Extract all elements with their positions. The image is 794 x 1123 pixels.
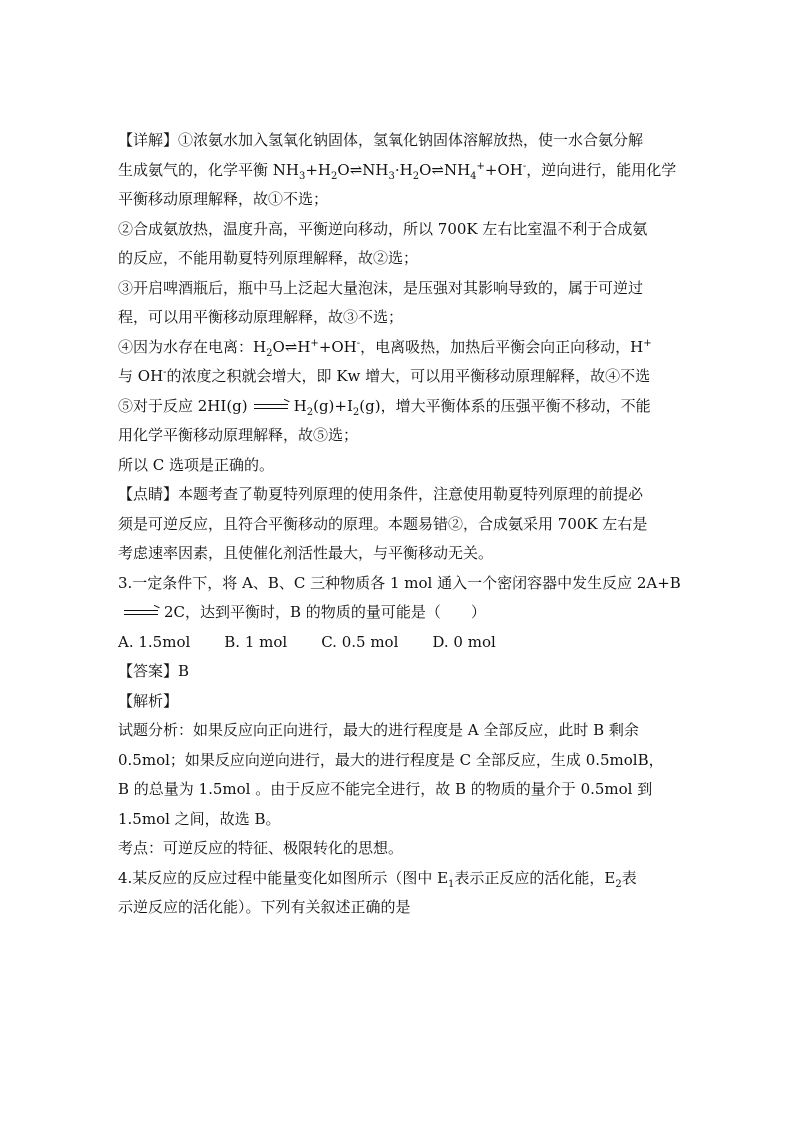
analysis-line-3 — [118, 775, 678, 805]
analysis-line-1 — [118, 716, 678, 746]
detail-line-3 — [118, 185, 678, 215]
text: 表 — [621, 868, 637, 887]
text: 考虑速率因素，且使催化剂活性最大，与平衡移动无关。 — [118, 544, 494, 562]
analysis-line-4 — [118, 805, 678, 835]
text: +OH — [318, 337, 357, 356]
text: 生成氨气的，化学平衡 NH — [118, 160, 299, 179]
text: 【点睛】本题考查了勒夏特列原理的使用条件，注意使用勒夏特列原理的前提必 — [118, 485, 644, 503]
text: (g)，增大平衡体系的压强平衡不移动，不能 — [359, 396, 651, 415]
superscript: - — [522, 160, 527, 172]
comment-line-3 — [118, 539, 678, 569]
text: +OH — [484, 160, 523, 179]
subscript: 4 — [470, 170, 477, 182]
text: 的反应，不能用勒夏特列原理解释，故②选； — [118, 249, 419, 267]
comment-line-1 — [118, 480, 678, 510]
detail-line-5 — [118, 244, 678, 274]
question-4-stem-2 — [118, 893, 678, 923]
text: 与 OH — [118, 367, 164, 385]
text: ·H — [394, 160, 413, 179]
analysis-line-5 — [118, 834, 678, 864]
text: 【答案】B — [118, 662, 190, 680]
text: 程，可以用平衡移动原理解释，故③不选； — [118, 308, 404, 326]
text: +H — [305, 160, 332, 179]
text: 须是可逆反应，且符合平衡移动的原理。本题易错②，合成氨采用 700K 左右是 — [118, 514, 648, 533]
text: 用化学平衡移动原理解释，故⑤选； — [118, 426, 359, 444]
subscript: 3 — [298, 170, 306, 182]
detail-line-6 — [118, 274, 678, 304]
subscript: 2 — [331, 170, 338, 182]
text: ④因为水存在电离：H — [118, 337, 267, 356]
text: 所以 C 选项是正确的。 — [118, 455, 275, 474]
text: 1.5mol 之间，故选 B。 — [118, 809, 281, 828]
text: ，电离吸热，加热后平衡会向正向移动，H — [360, 337, 644, 356]
text: ，逆向进行，能用化学 — [526, 160, 677, 179]
answer-line — [118, 657, 678, 687]
text: O⇌NH — [419, 160, 471, 179]
subscript: 2 — [412, 170, 420, 182]
text: 平衡移动原理解释，故①不选； — [118, 190, 329, 208]
text: 3.一定条件下，将 A、B、C 三种物质各 1 mol 通入一个密闭容器中发生反应 2A+B — [118, 573, 681, 592]
detail-line-4 — [118, 215, 678, 245]
question-4-stem-1 — [118, 864, 678, 894]
detail-line-8 — [118, 333, 678, 363]
detail-line-10 — [118, 392, 678, 422]
text: (g)+I — [313, 396, 353, 415]
question-3-stem-2 — [118, 598, 678, 628]
detail-line-11 — [118, 421, 678, 451]
detail-line-7 — [118, 303, 678, 333]
text: ②合成氨放热，温度升高，平衡逆向移动，所以 700K 左右比室温不利于合成氨 — [118, 219, 648, 238]
option-a: A. 1.5mol — [118, 632, 191, 651]
equilibrium-arrow-icon — [124, 607, 158, 619]
document-body — [118, 126, 681, 923]
subscript: 2 — [352, 406, 360, 418]
text: 2C，达到平衡时，B 的物质的量可能是（ ） — [164, 603, 486, 621]
text: 【详解】①浓氨水加入氢氧化钠固体，氢氧化钠固体溶解放热，使一水合氨分解 — [118, 131, 644, 149]
superscript: + — [643, 337, 652, 349]
superscript: + — [310, 337, 319, 349]
text: ⑤对于反应 2HI(g) — [118, 396, 248, 415]
subscript: 2 — [615, 878, 622, 890]
analysis-line-2 — [118, 746, 678, 776]
detail-line-9 — [118, 362, 678, 392]
question-3-options — [118, 628, 678, 658]
text: O⇌NH — [337, 160, 389, 179]
text: H — [293, 396, 307, 415]
subscript: 3 — [388, 170, 395, 182]
option-c: C. 0.5 mol — [321, 632, 399, 651]
text: 0.5mol；如果反应向逆向进行，最大的进行程度是 C 全部反应，生成 0.5molB， — [118, 750, 664, 769]
question-3-stem-1 — [118, 569, 681, 599]
subscript: 2 — [266, 347, 273, 359]
text: 示逆反应的活化能）。下列有关叙述正确的是 — [118, 898, 411, 916]
superscript: + — [476, 160, 485, 172]
text: 试题分析：如果反应向正向进行，最大的进行程度是 A 全部反应，此时 B 剩余 — [118, 721, 639, 739]
text: 的浓度之积就会增大，即 Kw 增大，可以用平衡移动原理解释，故④不选 — [166, 367, 651, 385]
analysis-label — [118, 687, 678, 717]
comment-line-2 — [118, 510, 678, 540]
text: ③开启啤酒瓶后，瓶中马上泛起大量泡沫，是压强对其影响导致的，属于可逆过 — [118, 278, 644, 297]
text: 考点：可逆反应的特征、极限转化的思想。 — [118, 839, 404, 857]
text: 表示正反应的活化能，E — [454, 868, 616, 887]
text: 4.某反应的反应过程中能量变化如图所示（图中 E — [118, 868, 449, 887]
text: B 的总量为 1.5mol 。由于反应不能完全进行，故 B 的物质的量介于 0.5mol 到 — [118, 780, 653, 798]
superscript: - — [163, 367, 167, 378]
text: 【解析】 — [118, 691, 179, 710]
detail-line-1 — [118, 126, 678, 156]
equilibrium-arrow-icon — [254, 401, 288, 413]
option-b: B. 1 mol — [224, 632, 288, 651]
superscript: - — [356, 337, 361, 349]
subscript: 2 — [306, 406, 314, 418]
option-d: D. 0 mol — [432, 632, 496, 651]
detail-line-2 — [118, 156, 678, 186]
text: O⇌H — [272, 337, 311, 356]
subscript: 1 — [448, 878, 455, 890]
detail-line-12 — [118, 451, 678, 481]
